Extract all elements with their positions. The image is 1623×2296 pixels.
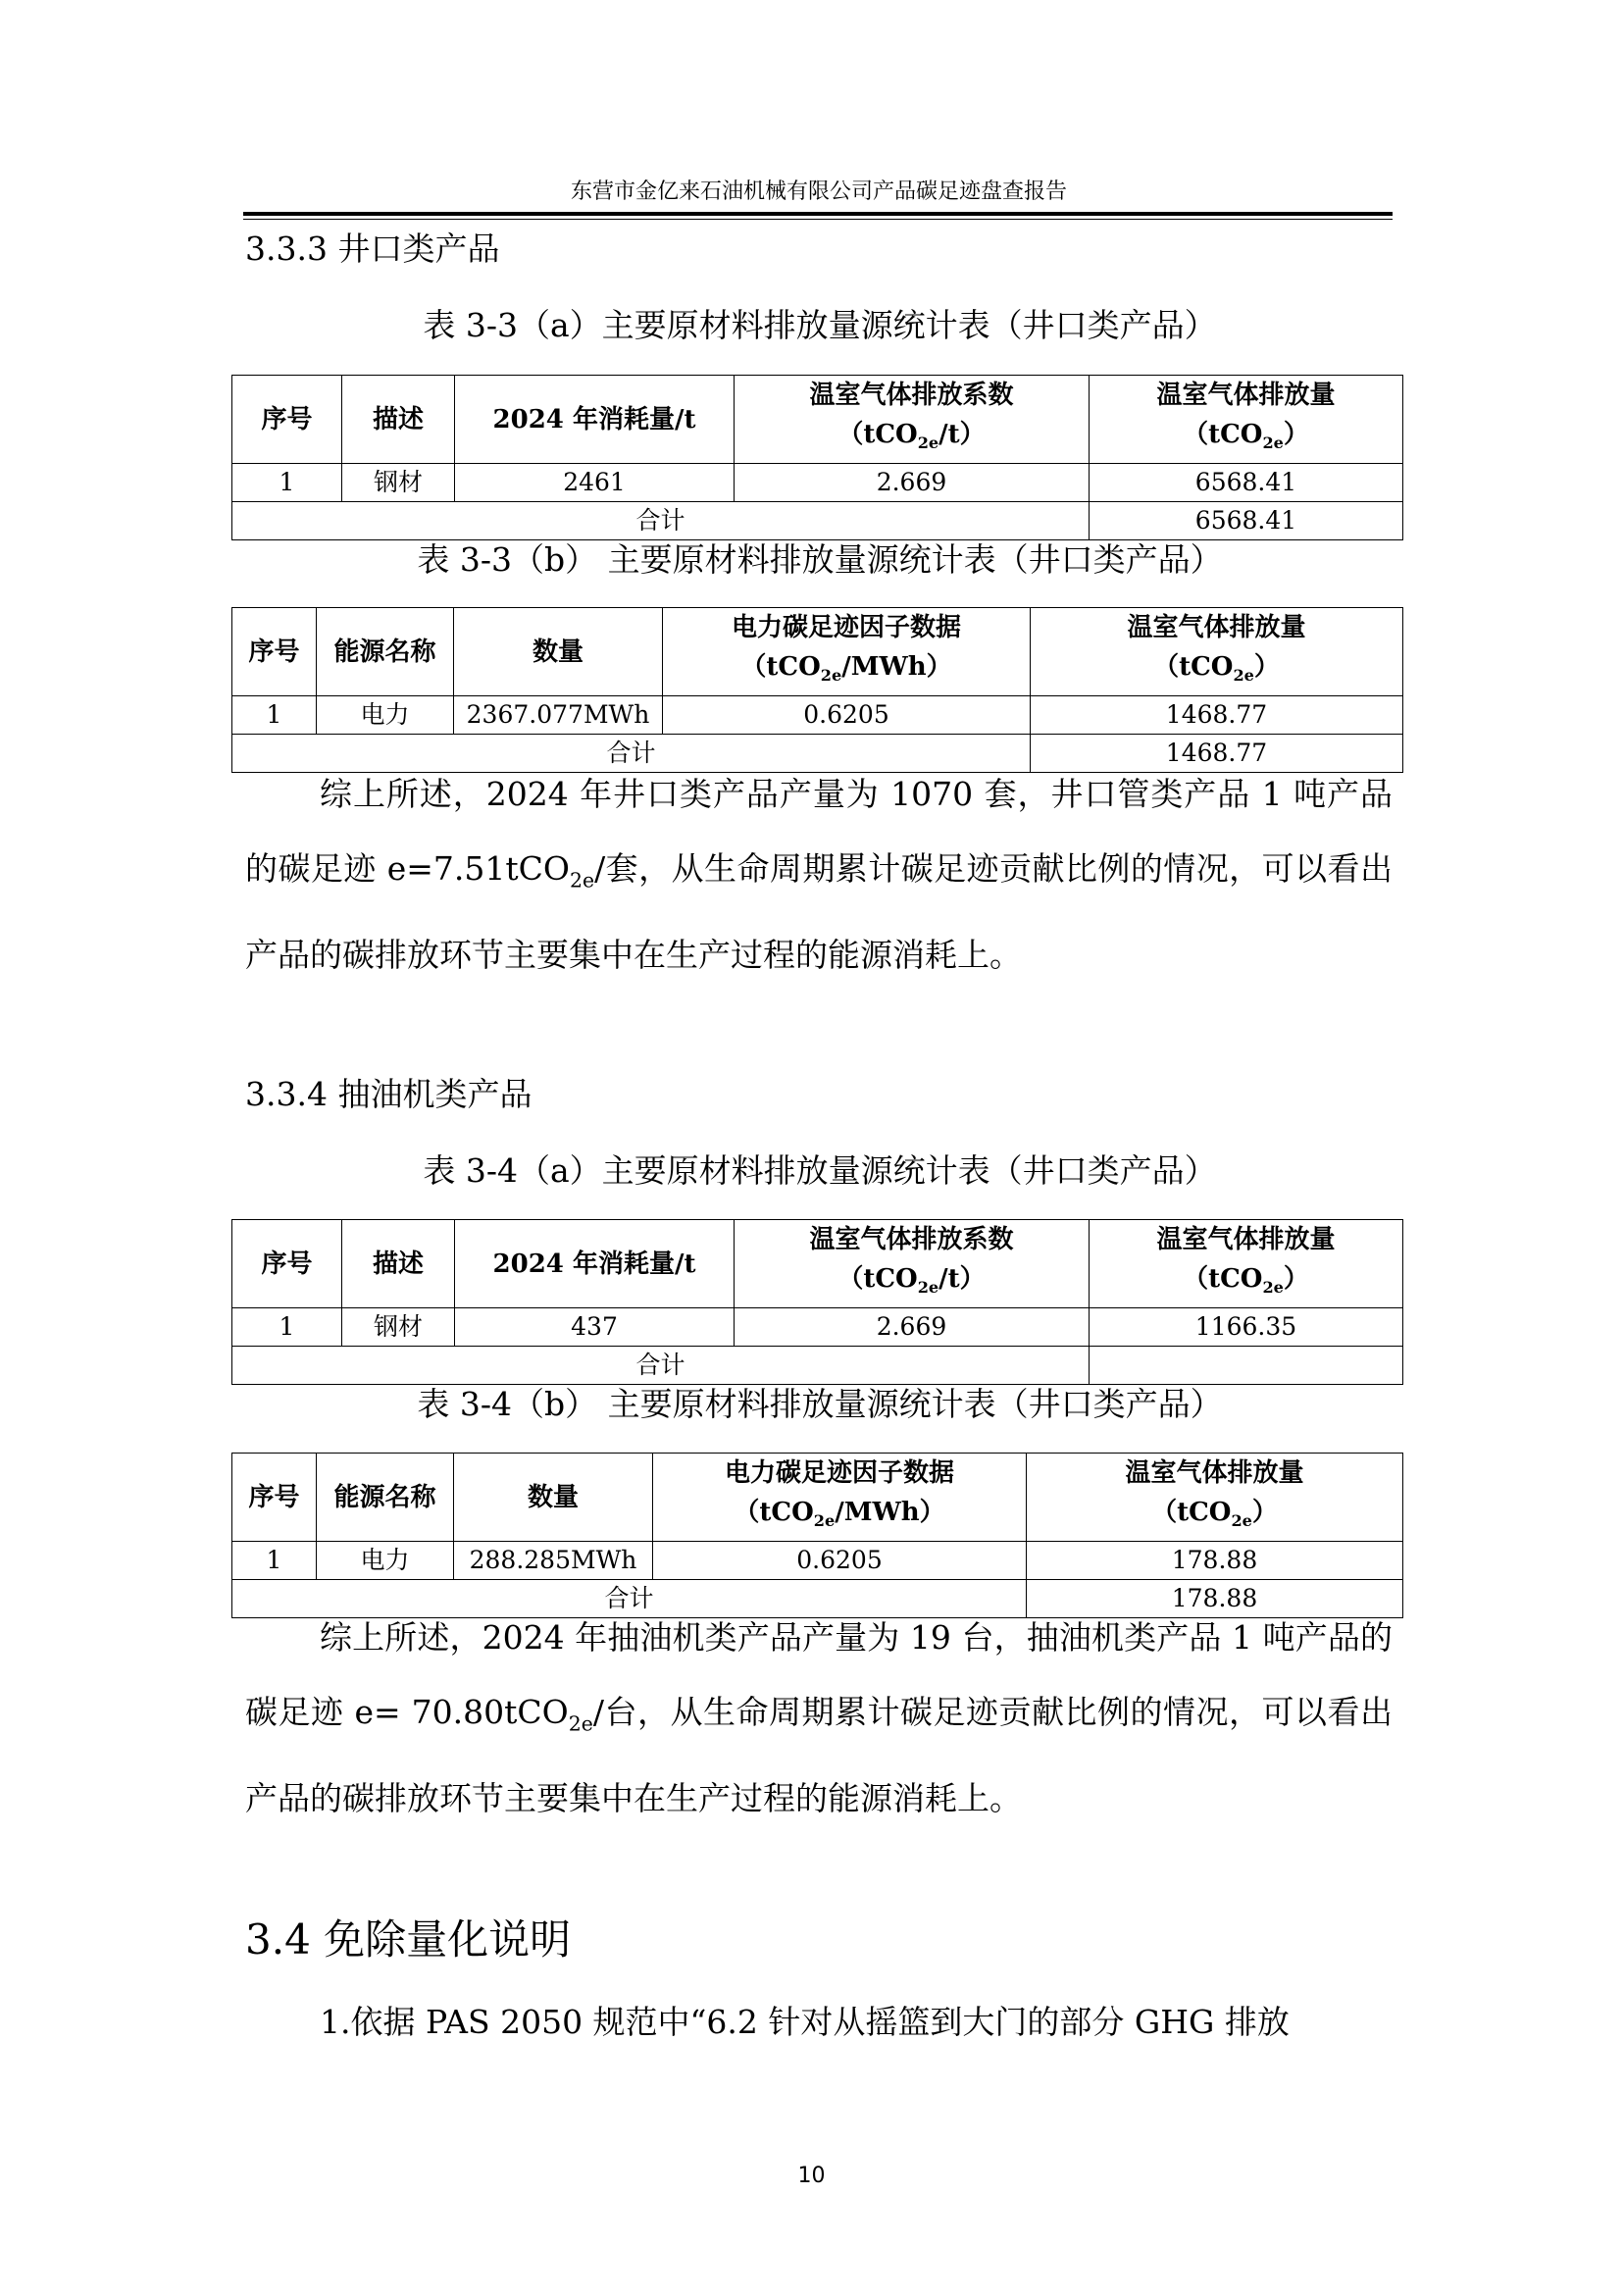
header-label: 温室气体排放量 xyxy=(1127,613,1306,642)
header-label: 温室气体排放系数 xyxy=(809,1225,1014,1254)
header-cell: 序号 xyxy=(232,1220,342,1308)
table-header-row xyxy=(232,376,1403,464)
total-value: 1468.77 xyxy=(1031,735,1403,773)
table-header-row xyxy=(232,1220,1403,1308)
table-cell: 437 xyxy=(455,1308,735,1347)
header-cell: 能源名称 xyxy=(317,1454,454,1542)
total-label: 合计 xyxy=(232,735,1031,773)
table-caption-3-4b: 表 3-4（b） 主要原材料排放量源统计表（井口类产品） xyxy=(417,1385,1223,1423)
table-3-4a xyxy=(231,1219,1403,1385)
header-cell xyxy=(1090,376,1403,464)
header-label: 温室气体排放量 xyxy=(1156,1225,1336,1254)
header-cell xyxy=(735,376,1090,464)
header-cell: 数量 xyxy=(454,1454,653,1542)
section-heading-34: 3.4 免除量化说明 xyxy=(245,1915,572,1964)
table-row xyxy=(232,1542,1403,1580)
table-cell: 1 xyxy=(232,696,317,735)
summary-paragraph-333: 综上所述，2024 年井口类产品产量为 1070 套，井口管类产品 1 吨产品的碳足迹 e=7.51tCO$_{2e}$/套，从生命周期累计碳足迹贡献比例的情况，可以看出产品的碳排放环节主要集中在生产过程的能源消耗上。 xyxy=(245,775,1393,974)
header-label: 温室气体排放系数 xyxy=(809,381,1014,410)
header-label: 温室气体排放量 xyxy=(1125,1458,1304,1488)
table-cell: 1 xyxy=(232,1542,317,1580)
header-unit: （tCO$_{2e}$） xyxy=(1183,420,1309,453)
table-header-row xyxy=(232,608,1403,696)
table-header-row xyxy=(232,1454,1403,1542)
header-cell xyxy=(1090,1220,1403,1308)
total-value: 178.88 xyxy=(1027,1580,1403,1618)
section-heading-334: 3.3.4 抽油机类产品 xyxy=(245,1075,533,1113)
table-caption-3-3a: 表 3-3（a）主要原材料排放量源统计表（井口类产品） xyxy=(423,306,1217,344)
table-row xyxy=(232,696,1403,735)
table-cell: 电力 xyxy=(317,696,454,735)
header-cell xyxy=(1027,1454,1403,1542)
total-value: 6568.41 xyxy=(1090,502,1403,540)
header-cell: 能源名称 xyxy=(317,608,454,696)
header-label: 电力碳足迹因子数据 xyxy=(724,1458,954,1488)
table-cell: 2367.077MWh xyxy=(454,696,663,735)
header-unit: （tCO$_{2e}$/t） xyxy=(837,1264,986,1298)
table-3-3a xyxy=(231,375,1403,540)
total-label: 合计 xyxy=(232,1580,1027,1618)
table-cell: 1468.77 xyxy=(1031,696,1403,735)
summary-paragraph-334: 综上所述，2024 年抽油机类产品产量为 19 台，抽油机类产品 1 吨产品的碳足迹 e= 70.80tCO$_{2e}$/台，从生命周期累计碳足迹贡献比例的情况，可以看出产品的碳排放环节主要集中在生产过程的能源消耗上。 xyxy=(245,1618,1393,1817)
header-cell: 描述 xyxy=(342,1220,455,1308)
header-cell xyxy=(735,1220,1090,1308)
table-row xyxy=(232,1308,1403,1347)
table-cell: 1 xyxy=(232,1308,342,1347)
table-cell: 钢材 xyxy=(342,1308,455,1347)
table-cell: 2.669 xyxy=(735,464,1090,502)
header-cell xyxy=(653,1454,1027,1542)
header-cell: 序号 xyxy=(232,376,342,464)
header-unit: （tCO$_{2e}$/MWh） xyxy=(734,1498,945,1531)
table-cell: 0.6205 xyxy=(653,1542,1027,1580)
total-label: 合计 xyxy=(232,1347,1090,1385)
header-unit: （tCO$_{2e}$） xyxy=(1183,1264,1309,1298)
header-cell: 序号 xyxy=(232,1454,317,1542)
header-cell: 描述 xyxy=(342,376,455,464)
header-label: 温室气体排放量 xyxy=(1156,381,1336,410)
table-row xyxy=(232,464,1403,502)
table-cell: 2.669 xyxy=(735,1308,1090,1347)
running-header: 东营市金亿来石油机械有限公司产品碳足迹盘查报告 xyxy=(570,179,1067,204)
page-number: 10 xyxy=(797,2164,826,2188)
header-cell: 2024 年消耗量/t xyxy=(455,1220,735,1308)
table-cell: 0.6205 xyxy=(663,696,1031,735)
table-cell: 1166.35 xyxy=(1090,1308,1403,1347)
header-cell: 2024 年消耗量/t xyxy=(455,376,735,464)
table-cell: 2461 xyxy=(455,464,735,502)
header-label: 电力碳足迹因子数据 xyxy=(731,613,961,642)
header-cell xyxy=(663,608,1031,696)
header-cell: 数量 xyxy=(454,608,663,696)
table-cell: 178.88 xyxy=(1027,1542,1403,1580)
header-unit: （tCO$_{2e}$） xyxy=(1153,652,1280,686)
section-heading-333: 3.3.3 井口类产品 xyxy=(245,230,500,268)
table-cell: 钢材 xyxy=(342,464,455,502)
table-caption-3-4a: 表 3-4（a）主要原材料排放量源统计表（井口类产品） xyxy=(423,1151,1217,1190)
header-unit: （tCO$_{2e}$） xyxy=(1151,1498,1278,1531)
paragraph-34: 1.依据 PAS 2050 规范中“6.2 针对从摇篮到大门的部分 GHG 排放 xyxy=(320,2003,1290,2041)
header-cell xyxy=(1031,608,1403,696)
header-rule-thick xyxy=(243,212,1393,216)
table-caption-3-3b: 表 3-3（b） 主要原材料排放量源统计表（井口类产品） xyxy=(417,540,1223,579)
table-cell: 6568.41 xyxy=(1090,464,1403,502)
header-cell: 序号 xyxy=(232,608,317,696)
table-cell: 1 xyxy=(232,464,342,502)
header-unit: （tCO$_{2e}$/MWh） xyxy=(740,652,952,686)
table-3-3b xyxy=(231,607,1403,773)
table-cell: 电力 xyxy=(317,1542,454,1580)
total-label: 合计 xyxy=(232,502,1090,540)
table-3-4b xyxy=(231,1453,1403,1618)
table-cell: 288.285MWh xyxy=(454,1542,653,1580)
header-rule-thin xyxy=(243,219,1393,220)
header-unit: （tCO$_{2e}$/t） xyxy=(837,420,986,453)
